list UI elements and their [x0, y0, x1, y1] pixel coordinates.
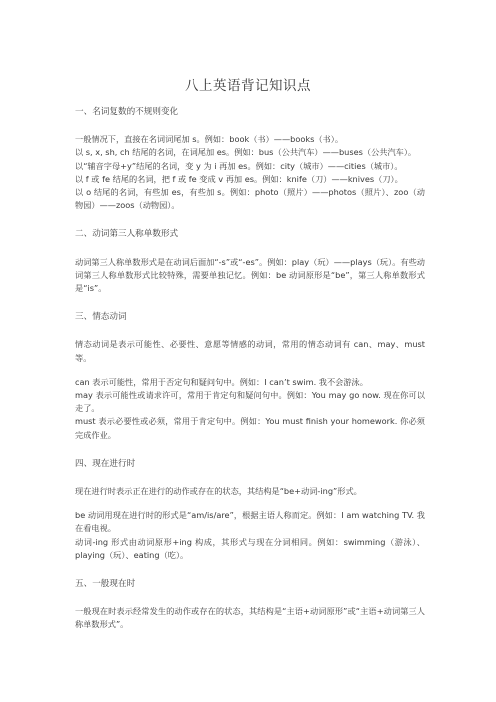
- section-heading: 三、情态动词: [75, 312, 127, 323]
- paragraph: 动词第三人称单数形式是在动词后面加“-s”或“-es”。例如：play（玩）——plays（玩）。有些动词第三人称单数形式比较特殊，需要单独记忆。例如：be 动词原形是“be”，第三人称单数形式是“is”。: [75, 256, 425, 294]
- section-heading: 五、一般现在时: [75, 579, 136, 590]
- paragraph: 动词-ing 形式由动词原形+ing 构成，其形式与现在分词相同。例如：swimming（游泳）、playing（玩）、eating（吃）。: [75, 536, 425, 560]
- page-title: 八上英语背记知识点: [185, 78, 311, 94]
- paragraph: 以 s, x, sh, ch 结尾的名词，在词尾加 es。例如：bus（公共汽车）——buses（公共汽车）。: [75, 147, 417, 158]
- paragraph: must 表示必要性或必须，常用于肯定句中。例如：You must finish your homework. 你必须完成作业。: [75, 416, 425, 440]
- paragraph: 以 f 或 fe 结尾的名词，把 f 或 fe 变成 v 再加 es。例如：knife（刀）——knives（刀）。: [75, 173, 403, 184]
- paragraph: may 表示可能性或请求许可，常用于肯定句和疑问句中。例如：You may go now. 现在你可以走了。: [75, 390, 425, 414]
- paragraph: 一般现在时表示经常发生的动作或存在的状态，其结构是“主语+动词原形”或“主语+动词第三人称单数形式”。: [75, 606, 425, 630]
- paragraph: 现在进行时表示正在进行的动作或存在的状态，其结构是“be+动词-ing”形式。: [75, 486, 362, 497]
- paragraph: be 动词用现在进行时的形式是“am/is/are”，根据主语人称而定。例如：I am watching TV. 我在看电视。: [75, 510, 425, 534]
- section-heading: 二、动词第三人称单数形式: [75, 229, 179, 240]
- paragraph: 一般情况下，直接在名词词尾加 s。例如：book（书）——books（书）。: [75, 134, 344, 145]
- document-body: [75, 106, 425, 632]
- paragraph: 以 o 结尾的名词，有些加 es，有些加 s。例如：photo（照片）——photos（照片）、zoo（动物园）——zoos（动物园）。: [75, 187, 425, 211]
- section-heading: 一、名词复数的不规则变化: [75, 107, 179, 117]
- paragraph: can 表示可能性，常用于否定句和疑问句中。例如：I can’t swim. 我不会游泳。: [75, 376, 368, 387]
- section-heading: 四、现在进行时: [75, 458, 136, 469]
- paragraph: 以“辅音字母+y”结尾的名词，变 y 为 i 再加 es。例如：city（城市）——cities（城市）。: [75, 160, 403, 171]
- paragraph: 情态动词是表示可能性、必要性、意愿等情感的动词，常用的情态动词有 can、may、must 等。: [75, 339, 425, 363]
